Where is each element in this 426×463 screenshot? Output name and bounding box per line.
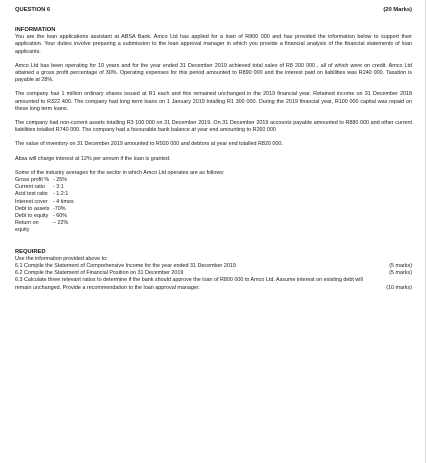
- required-intro: Use the information provided above to:: [15, 255, 108, 262]
- information-paragraph: Absa will charge interest at 12% per annum if the loan is granted.: [15, 155, 171, 162]
- industry-average-row: [15, 177, 412, 184]
- industry-average-label: Gross profit %: [15, 177, 50, 184]
- industry-average-label: Interest cover: [15, 198, 48, 205]
- industry-average-row: [15, 199, 412, 206]
- required-item-text: 6.3 Calculate three relevant ratios to determine if the bank should approve the loan of R800 000 to Amco Ltd. Assume interest on existing debt will remain unchanged. Provide a recommendation to the loan approval manager.: [15, 277, 363, 291]
- information-paragraph: The value of inventory on 31 December 2019 amounted to R920 000 and debtors at year end totalled R820 000.: [15, 141, 283, 148]
- information-heading: INFORMATION: [15, 27, 56, 33]
- information-paragraph: The company had non-current assets totalling R3 100 000 on 31 December 2019. On 31 December 2019 accounts payable amounted to R880 000 and other current liabilities totalled R740 000. The company had a favourable bank balance at year end amounting to R260 000: [15, 120, 412, 134]
- industry-average-value: - 1.2:1: [53, 191, 69, 198]
- industry-average-value: - 4 times: [53, 198, 74, 205]
- required-heading: REQUIRED: [15, 248, 46, 255]
- industry-average-label: Return on equity: [15, 220, 39, 234]
- industry-averages-intro: Some of the industry averages for the sector in which Amco Ltd operates are as follows:: [15, 169, 225, 176]
- industry-average-value: -70%: [53, 205, 66, 212]
- question-number: QUESTION 6: [15, 7, 51, 13]
- required-item-text: 6.2 Compile the Statement of Financial Position on 31 December 2019: [15, 270, 184, 277]
- question-total-marks: (20 Marks): [383, 7, 412, 13]
- information-paragraph: Amco Ltd has been operating for 10 years and for the year ended 31 December 2019 achieved total sales of R8 200 000 , all of which were on credit. Amco Ltd attained a gross profit percentage of 30%. Operating expenses for this period amounted to R890 000 and the interest paid on liabilities was R240 000. Taxation is payable at 28%.: [15, 62, 412, 84]
- required-item: [15, 270, 412, 277]
- industry-average-row: [15, 184, 412, 191]
- information-paragraph: The company has 1 million ordinary shares issued at R1 each and this remained unchanged in the 2019 financial year. Retained income on 31 December 2018 amounted to R322 400. The company had long term loans on 1 January 2019 totalling R1 300 000. During the 2019 financial year, R100 000 capital was repaid on these long term loans.: [15, 91, 412, 112]
- required-item: [15, 263, 412, 270]
- industry-average-value: - 25%: [53, 177, 68, 184]
- industry-average-value: - 60%: [53, 213, 68, 220]
- industry-average-row: [15, 213, 412, 220]
- industry-average-label: Debt to equity: [15, 213, 49, 220]
- required-item-marks: (10 marks): [386, 284, 412, 291]
- question-header: [15, 6, 412, 14]
- industry-average-label: Acid test ratio: [15, 191, 48, 198]
- industry-average-label: Current ratio: [15, 184, 45, 191]
- industry-average-row: [15, 206, 412, 213]
- industry-average-row: [15, 191, 412, 198]
- information-paragraph: You are the loan applications assistant at ABSA Bank. Amco Ltd has applied for a loan of R800 000 and has provided the information below to support their application. Your duties involve preparing a submission to the loan approval manager in which you provide a financial analysis of the financial statements of loan applicants.: [15, 34, 412, 55]
- industry-average-label: Debt to assets: [15, 205, 50, 212]
- industry-average-value: - 3:1: [53, 184, 64, 191]
- industry-average-value: – 22%: [53, 220, 69, 227]
- industry-average-row: [15, 220, 412, 234]
- required-item: [15, 277, 412, 291]
- industry-averages-list: [15, 177, 412, 235]
- required-item-marks: (5 marks): [389, 263, 412, 270]
- required-item-marks: (5 marks): [389, 270, 412, 277]
- required-item-text: 6.1 Compile the Statement of Comprehensive Income for the year ended 31 December 2019: [15, 263, 236, 270]
